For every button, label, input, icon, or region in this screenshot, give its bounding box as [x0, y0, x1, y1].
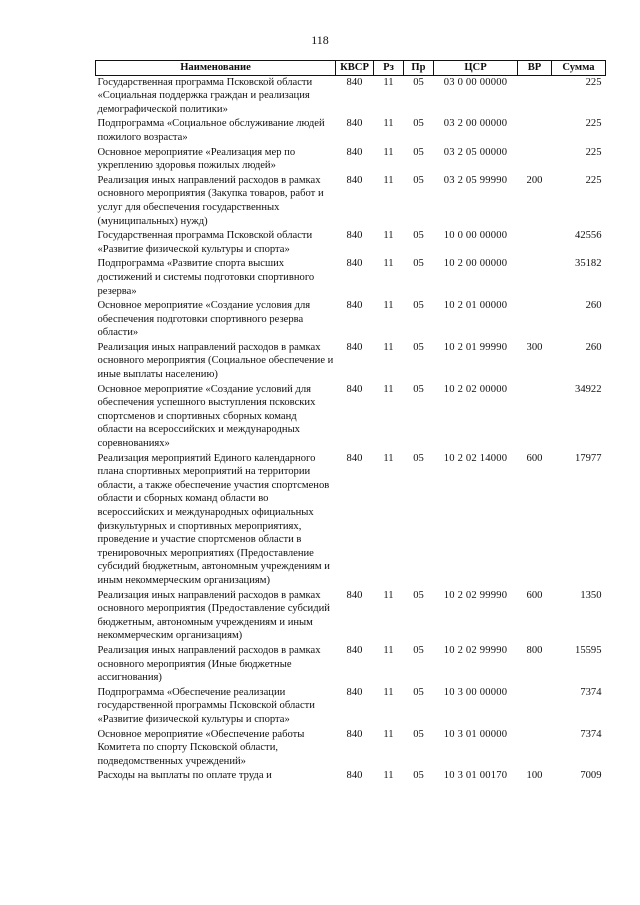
row-sum: 260 — [585, 300, 602, 312]
table-row — [96, 589, 606, 644]
row-kvsr: 840 — [346, 770, 363, 782]
row-name: Реализация иных направлений расходов в рамках основного мероприятия (Социальное обеспечение и иные выплаты населению) — [97, 341, 334, 381]
table-row — [96, 341, 606, 383]
row-sum: 7374 — [580, 728, 602, 740]
row-rz: 11 — [383, 230, 394, 242]
table-row — [96, 728, 606, 770]
row-vr — [518, 117, 552, 145]
row-kvsr: 840 — [346, 341, 363, 353]
table-row — [96, 174, 606, 229]
row-vr: 800 — [526, 644, 543, 656]
row-pr: 05 — [413, 452, 424, 464]
table-row — [96, 117, 606, 145]
row-name: Основное мероприятие «Создание условия для обеспечения подготовки спортивного резерва области» — [97, 300, 311, 339]
row-pr: 05 — [413, 118, 424, 130]
row-csr: 10 0 00 00000 — [443, 230, 508, 242]
row-vr: 100 — [526, 770, 543, 782]
row-name: Подпрограмма «Социальное обслуживание людей пожилого возраста» — [97, 118, 325, 143]
row-pr: 05 — [413, 146, 424, 158]
row-vr — [518, 146, 552, 174]
row-sum: 35182 — [575, 258, 602, 270]
row-vr: 600 — [526, 589, 543, 601]
row-pr: 05 — [413, 341, 424, 353]
row-name: Реализация мероприятий Единого календарного плана спортивных мероприятий на территории области, а также обеспечение участия спортсменов области и сборных команд области во всероссийских и международных официальных физкультурных и спортивных мероприятиях, проведение и участие спортсменов области в тренировочных мероприятиях (Предоставление субсидий бюджетным, автономным учреждениям и иным некоммерческим организациям) — [97, 452, 330, 586]
row-kvsr: 840 — [346, 452, 363, 464]
row-kvsr: 840 — [346, 644, 363, 656]
column-header-pr: Пр — [404, 61, 434, 76]
row-vr — [518, 686, 552, 728]
row-rz: 11 — [383, 118, 394, 130]
row-sum: 15595 — [575, 644, 602, 656]
row-kvsr: 840 — [346, 383, 363, 395]
column-header-rz: Рз — [374, 61, 404, 76]
row-csr: 10 2 02 99990 — [443, 644, 508, 656]
row-kvsr: 840 — [346, 118, 363, 130]
row-pr: 05 — [413, 728, 424, 740]
row-vr — [518, 383, 552, 452]
row-csr: 10 2 01 99990 — [443, 341, 508, 353]
row-vr: 300 — [526, 341, 543, 353]
row-name: Подпрограмма «Обеспечение реализации государственной программы Псковской области «Развитие физической культуры и спорта» — [97, 686, 315, 725]
row-rz: 11 — [383, 589, 394, 601]
row-rz: 11 — [383, 770, 394, 782]
row-sum: 34922 — [575, 383, 602, 395]
column-header-name: Наименование — [96, 61, 336, 76]
table-row — [96, 299, 606, 341]
budget-table — [95, 60, 606, 784]
row-name: Реализация иных направлений расходов в рамках основного мероприятия (Предоставление субсидий бюджетным, автономным учреждениям и иным некоммерческим организациям) — [97, 589, 330, 642]
row-pr: 05 — [413, 686, 424, 698]
row-pr: 05 — [413, 383, 424, 395]
row-rz: 11 — [383, 146, 394, 158]
row-csr: 03 2 05 99990 — [443, 174, 508, 186]
row-sum: 225 — [585, 146, 602, 158]
table-row — [96, 644, 606, 686]
table-row — [96, 146, 606, 174]
row-rz: 11 — [383, 174, 394, 186]
row-kvsr: 840 — [346, 258, 363, 270]
row-csr: 10 3 00 00000 — [443, 686, 508, 698]
row-vr: 200 — [526, 174, 543, 186]
row-kvsr: 840 — [346, 230, 363, 242]
row-sum: 42556 — [575, 230, 602, 242]
row-name: Реализация иных направлений расходов в рамках основного мероприятия (Закупка товаров, работ и услуг для обеспечения государственных (муниципальных) нужд) — [97, 174, 324, 227]
row-rz: 11 — [383, 644, 394, 656]
row-name: Основное мероприятие «Реализация мер по укреплению здоровья пожилых людей» — [97, 146, 296, 172]
row-csr: 10 2 01 00000 — [443, 300, 508, 312]
row-csr: 03 0 00 00000 — [443, 76, 508, 88]
row-rz: 11 — [383, 728, 394, 740]
row-csr: 03 2 00 00000 — [443, 118, 508, 130]
row-name: Государственная программа Псковской области «Социальная поддержка граждан и реализация демографической политики» — [97, 76, 313, 115]
row-pr: 05 — [413, 300, 424, 312]
row-sum: 1350 — [580, 589, 602, 601]
row-rz: 11 — [383, 300, 394, 312]
table-row — [96, 383, 606, 452]
row-rz: 11 — [383, 341, 394, 353]
table-body — [96, 75, 606, 784]
row-csr: 10 2 02 14000 — [443, 452, 508, 464]
row-sum: 7374 — [580, 686, 602, 698]
row-csr: 10 2 02 99990 — [443, 589, 508, 601]
row-kvsr: 840 — [346, 686, 363, 698]
table-row — [96, 686, 606, 728]
row-vr — [518, 728, 552, 770]
row-kvsr: 840 — [346, 728, 363, 740]
table-row — [96, 452, 606, 589]
row-vr — [518, 299, 552, 341]
row-csr: 10 2 00 00000 — [443, 258, 508, 270]
row-vr — [518, 257, 552, 299]
row-rz: 11 — [383, 383, 394, 395]
row-pr: 05 — [413, 644, 424, 656]
row-csr: 10 3 01 00170 — [443, 770, 508, 782]
row-sum: 225 — [585, 76, 602, 88]
row-name: Основное мероприятие «Создание условий для обеспечения успешного выступления псковских спортсменов и спортивных сборных команд области на всероссийских и международных соревнованиях» — [97, 383, 316, 450]
row-sum: 7009 — [580, 770, 602, 782]
row-vr — [518, 75, 552, 117]
page-number: 118 — [311, 33, 329, 47]
row-kvsr: 840 — [346, 76, 363, 88]
row-kvsr: 840 — [346, 174, 363, 186]
row-sum: 260 — [585, 341, 602, 353]
row-vr — [518, 229, 552, 257]
row-sum: 17977 — [575, 452, 602, 464]
table-row — [96, 229, 606, 257]
row-pr: 05 — [413, 589, 424, 601]
column-header-vr: ВР — [518, 61, 552, 76]
row-rz: 11 — [383, 452, 394, 464]
row-rz: 11 — [383, 686, 394, 698]
row-name: Подпрограмма «Развитие спорта высших достижений и системы подготовки спортивного резерва» — [97, 258, 315, 297]
row-pr: 05 — [413, 174, 424, 186]
row-pr: 05 — [413, 770, 424, 782]
row-kvsr: 840 — [346, 300, 363, 312]
row-rz: 11 — [383, 258, 394, 270]
row-vr: 600 — [526, 452, 543, 464]
row-csr: 10 3 01 00000 — [443, 728, 508, 740]
column-header-csr: ЦСР — [434, 61, 518, 76]
row-pr: 05 — [413, 230, 424, 242]
row-pr: 05 — [413, 258, 424, 270]
row-rz: 11 — [383, 76, 394, 88]
row-csr: 10 2 02 00000 — [443, 383, 508, 395]
table-header-row — [96, 61, 606, 76]
table-row — [96, 769, 606, 784]
table-row — [96, 75, 606, 117]
row-name: Расходы на выплаты по оплате труда и — [97, 770, 272, 782]
row-sum: 225 — [585, 118, 602, 130]
table-row — [96, 257, 606, 299]
row-csr: 03 2 05 00000 — [443, 146, 508, 158]
row-pr: 05 — [413, 76, 424, 88]
row-name: Государственная программа Псковской области «Развитие физической культуры и спорта» — [97, 230, 313, 255]
column-header-sum: Сумма — [552, 61, 606, 76]
row-kvsr: 840 — [346, 146, 363, 158]
column-header-kvsr: КВСР — [336, 61, 374, 76]
row-name: Основное мероприятие «Обеспечение работы Комитета по спорту Псковской области, подведомственных учреждений» — [97, 728, 305, 767]
row-name: Реализация иных направлений расходов в рамках основного мероприятия (Иные бюджетные ассигнования) — [97, 644, 321, 684]
row-sum: 225 — [585, 174, 602, 186]
row-kvsr: 840 — [346, 589, 363, 601]
